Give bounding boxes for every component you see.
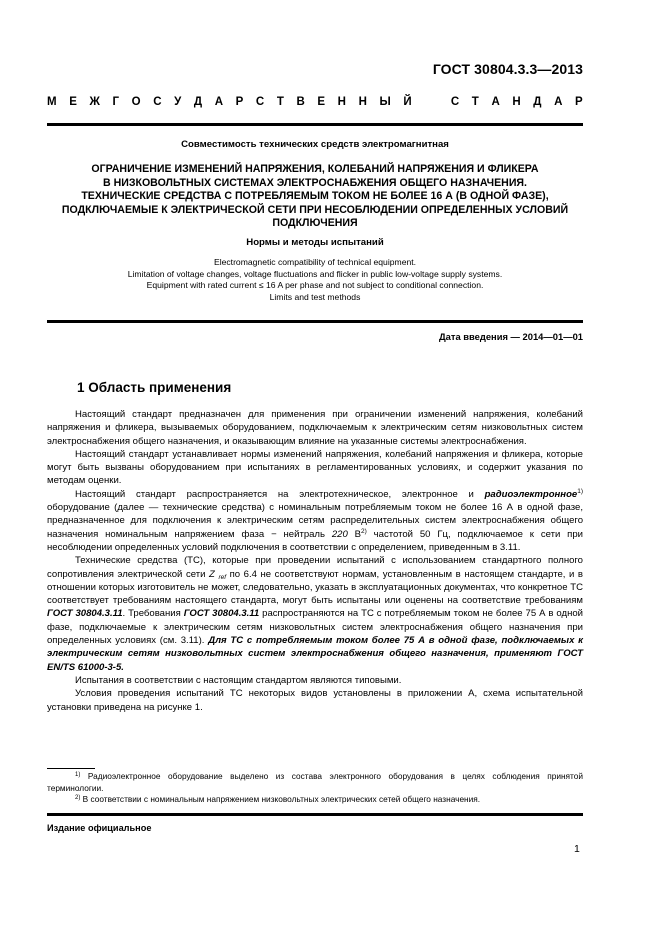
title-en bbox=[47, 257, 583, 303]
title-ru-line: ТЕХНИЧЕСКИЕ СРЕДСТВА С ПОТРЕБЛЯЕМЫМ ТОКОМ НЕ БОЛЕЕ 16 А (В ОДНОЙ ФАЗЕ), bbox=[81, 190, 549, 202]
footnote-separator bbox=[47, 768, 95, 769]
paragraph: Испытания в соответствии с настоящим стандартом являются типовыми. bbox=[75, 674, 402, 686]
header-rule bbox=[47, 123, 583, 126]
heading-letter: С bbox=[255, 96, 265, 108]
title-ru-line: ПОДКЛЮЧАЕМЫЕ К ЭЛЕКТРИЧЕСКОЙ СЕТИ ПРИ НЕСОБЛЮДЕНИИ ОПРЕДЕЛЕННЫХ УСЛОВИЙ bbox=[61, 203, 569, 216]
paragraph: Технические средства (ТС), которые при проведении испытаний с использованием стандартного полного сопротивления электрической сети Z $_{ref}$ по 6.4 не соответствуют нормам, установленным в настоящем стандарте, и в отношении которых изготовитель не может, следовательно, указать в эксплуатационных документах, что конкретное ТС соответствует требованиям настоящего стандарта, могут быть испытаны или оценены на соответствие требованиям ГОСТ 30804.3.11. Требования ГОСТ 30804.3.11 распространяются на ТС с потребляемым током не более 75 А в одной фазе, подключаемые к электрическим сетям низковольтных систем электроснабжения общего назначения при определенных условиях (см. 3.11). Для ТС с потребляемым током более 75 А в одной фазе, подключаемых к электрическим сетям низковольтных систем электроснабжения общего назначения, применяют ГОСТ EN/TS 61000-3-5. bbox=[47, 555, 583, 673]
page-number: 1 bbox=[574, 843, 580, 855]
heading-letter: С bbox=[153, 96, 162, 108]
paragraph: Настоящий стандарт устанавливает нормы изменений напряжения, колебаний напряжения и фликера, которые могут быть вызваны оборудованием при испытаниях в регламентированных условиях, и содержит указания по методам оценки. bbox=[47, 448, 583, 487]
heading-letter: Г bbox=[112, 96, 120, 108]
heading-letter: Д bbox=[193, 96, 203, 108]
section-body bbox=[47, 408, 583, 714]
heading-letter: Ы bbox=[379, 96, 391, 108]
title-en-line: Limits and test methods bbox=[269, 291, 361, 302]
heading-word-gap bbox=[424, 96, 438, 108]
impedance-symbol: Z bbox=[209, 568, 215, 580]
introduction-date: Дата введения — 2014—01—01 bbox=[438, 331, 583, 342]
paragraph: Условия проведения испытаний ТС некоторых видов установлены в приложении А, схема испытательной установки приведена на рисунке 1. bbox=[47, 688, 583, 713]
heading-letter: Т bbox=[471, 96, 479, 108]
heading-letter: Й bbox=[403, 96, 412, 108]
title-en-line: Limitation of voltage changes, voltage fluctuations and flicker in public low-voltage supply systems. bbox=[127, 268, 503, 279]
heading-letter: Т bbox=[276, 96, 284, 108]
heading-letter: А bbox=[491, 96, 500, 108]
heading-letter: Н bbox=[512, 96, 521, 108]
heading-letter: Е bbox=[317, 96, 326, 108]
paragraph: Настоящий стандарт предназначен для применения при ограничении изменений напряжения, колебаний напряжения и фликера, вызываемых оборудованием, подключаемым к электрическим сетям низковольтных систем электроснабжения общего назначения, и оказывающим влияние на указанные системы электроснабжения. bbox=[47, 409, 583, 447]
heading-letter: У bbox=[174, 96, 182, 108]
heading-letter: О bbox=[131, 96, 141, 108]
footnote-ref-2[interactable]: 2) bbox=[361, 527, 367, 535]
heading-letter: Н bbox=[337, 96, 346, 108]
heading-letter: В bbox=[296, 96, 305, 108]
emphasized-requirement: Для ТС с потребляемым током более 75 А в одной фазе, подключаемых к электрическим сетям низковольтных систем электроснабжения общего назначения, применяют ГОСТ EN/TS 61000-3-5. bbox=[47, 635, 583, 673]
heading-letter: Е bbox=[69, 96, 77, 108]
heading-letter: Д bbox=[533, 96, 542, 108]
heading-letter: Ж bbox=[89, 96, 100, 108]
title-en-line: Electromagnetic compatibility of technical equipment. bbox=[213, 257, 417, 267]
interstate-standard-heading bbox=[47, 96, 583, 108]
footer-rule bbox=[47, 813, 583, 816]
standard-reference: ГОСТ 30804.3.11 bbox=[47, 608, 123, 620]
heading-letter: М bbox=[47, 96, 57, 108]
standard-reference: ГОСТ 30804.3.11 bbox=[183, 608, 260, 620]
voltage-value: 220 bbox=[331, 528, 348, 540]
title-ru-line: В НИЗКОВОЛЬТНЫХ СИСТЕМАХ ЭЛЕКТРОСНАБЖЕНИЯ ОБЩЕГО НАЗНАЧЕНИЯ. bbox=[102, 176, 527, 189]
heading-letter: Р bbox=[575, 96, 583, 108]
heading-letter: С bbox=[450, 96, 460, 108]
title-rule bbox=[47, 320, 583, 323]
heading-letter: А bbox=[554, 96, 563, 108]
section-title: 1 Область применения bbox=[77, 380, 232, 395]
norms-subtitle-ru: Нормы и методы испытаний bbox=[246, 237, 384, 248]
official-edition-label: Издание официальное bbox=[47, 823, 152, 833]
footnote-1: $^{1)}$ Радиоэлектронное оборудование выделено из состава электронного оборудования в целях соблюдения принятой терминологии. bbox=[47, 771, 583, 793]
term-radioelectronic: радиоэлектронное bbox=[484, 488, 578, 500]
footnotes bbox=[47, 771, 583, 806]
footnote-2: $^{2)}$ В соответствии с номинальным напряжением низковольтных электрических сетей общего назначения. bbox=[75, 794, 481, 804]
title-en-line: Equipment with rated current ≤ 16 A per phase and not subject to conditional connection. bbox=[146, 280, 484, 290]
document-code: ГОСТ 30804.3.3—2013 bbox=[432, 61, 583, 77]
heading-letter: Р bbox=[235, 96, 244, 108]
title-ru bbox=[47, 163, 583, 231]
heading-letter: Н bbox=[358, 96, 367, 108]
footnote-ref-1[interactable]: 1) bbox=[577, 487, 583, 495]
subtitle-ru: Совместимость технических средств электромагнитная bbox=[181, 139, 449, 150]
paragraph: Настоящий стандарт распространяется на электротехническое, электронное и радиоэлектронное$^{1)}$ оборудование (далее — технические средства) с номинальным потребляемым током не более 16 А в одной фазе, предназначенное для подключения к электрическим сетям распределительных систем электроснабжения общего назначения номинальным напряжением фаза − нейтраль 220 $В^{2)}$ частотой 50 Гц, подключаемое к сети при несоблюдении определенных условий подключения в соответствии с определением, приведенным в 3.11. bbox=[47, 487, 583, 553]
heading-letter: А bbox=[214, 96, 224, 108]
title-ru-line: ПОДКЛЮЧЕНИЯ bbox=[272, 217, 358, 229]
title-ru-line: ОГРАНИЧЕНИЕ ИЗМЕНЕНИЙ НАПРЯЖЕНИЯ, КОЛЕБАНИЙ НАПРЯЖЕНИЯ И ФЛИКЕРА bbox=[91, 163, 539, 175]
